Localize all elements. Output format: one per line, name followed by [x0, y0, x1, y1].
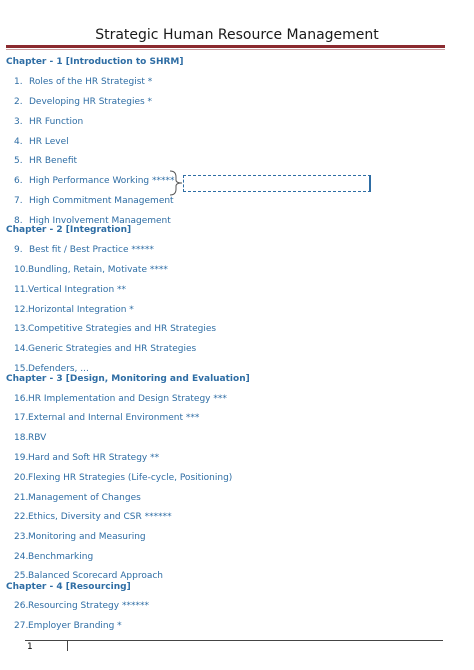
toc-item-label[interactable]: Benchmarking	[28, 552, 94, 562]
toc-item-label[interactable]: Defenders, ...	[28, 364, 89, 374]
chapter-4-heading[interactable]: Chapter - 4 [Resourcing]	[6, 582, 131, 592]
toc-item-label[interactable]: Roles of the HR Strategist *	[29, 77, 153, 87]
chapter-2-heading[interactable]: Chapter - 2 [Integration]	[6, 225, 132, 235]
toc-item-number: 12.	[14, 305, 29, 315]
toc-item-23[interactable]	[0, 532, 460, 544]
toc-item-13[interactable]	[0, 324, 460, 336]
toc-item-label[interactable]: Generic Strategies and HR Strategies	[28, 344, 197, 354]
toc-item-number: 8.	[14, 216, 23, 226]
toc-item-label[interactable]: Developing HR Strategies *	[29, 97, 153, 107]
toc-item-label[interactable]: Competitive Strategies and HR Strategies	[28, 324, 217, 334]
toc-item-label[interactable]: Vertical Integration **	[28, 285, 127, 295]
toc-item-label[interactable]: HR Implementation and Design Strategy ***	[28, 394, 227, 404]
toc-item-number: 18.	[14, 433, 29, 443]
toc-item-number: 2.	[14, 97, 23, 107]
toc-item-number: 9.	[14, 245, 23, 255]
toc-item-label[interactable]: Management of Changes	[28, 493, 141, 503]
toc-item-label[interactable]: High Involvement Management	[29, 216, 171, 226]
toc-item-number: 6.	[14, 176, 23, 186]
toc-item-label[interactable]: HR Level	[29, 137, 69, 147]
toc-item-number: 16.	[14, 394, 29, 404]
comment-bracket-icon	[170, 170, 184, 196]
toc-item-5[interactable]	[0, 156, 460, 168]
toc-item-number: 23.	[14, 532, 29, 542]
toc-item-label[interactable]: HR Function	[29, 117, 84, 127]
toc-item-number: 1.	[14, 77, 23, 87]
toc-item-label[interactable]: Bundling, Retain, Motivate ****	[28, 265, 168, 275]
toc-item-number: 27.	[14, 621, 29, 631]
toc-item-14[interactable]	[0, 344, 460, 356]
toc-item-19[interactable]	[0, 453, 460, 465]
toc-item-label[interactable]: Ethics, Diversity and CSR ******	[28, 512, 172, 522]
toc-item-number: 17.	[14, 413, 29, 423]
toc-item-number: 20.	[14, 473, 29, 483]
toc-item-number: 19.	[14, 453, 29, 463]
toc-item-label[interactable]: Flexing HR Strategies (Life-cycle, Positioning)	[28, 473, 233, 483]
toc-item-20[interactable]	[0, 473, 460, 485]
toc-item-12[interactable]	[0, 305, 460, 317]
toc-item-label[interactable]: HR Benefit	[29, 156, 78, 166]
toc-item-label[interactable]: Resourcing Strategy ******	[28, 601, 149, 611]
chapter-1-heading[interactable]: Chapter - 1 [Introduction to SHRM]	[6, 57, 184, 67]
toc-item-number: 13.	[14, 324, 29, 334]
document-title: Strategic Human Resource Management	[95, 27, 379, 43]
toc-item-2[interactable]	[0, 97, 460, 109]
toc-item-11[interactable]	[0, 285, 460, 297]
comment-box[interactable]	[183, 175, 371, 192]
toc-item-1[interactable]	[0, 77, 460, 89]
toc-item-label[interactable]: Hard and Soft HR Strategy **	[28, 453, 160, 463]
toc-item-number: 26.	[14, 601, 29, 611]
toc-item-label[interactable]: Best fit / Best Practice *****	[29, 245, 154, 255]
footer-rule	[25, 640, 443, 641]
toc-item-21[interactable]	[0, 493, 460, 505]
toc-item-label[interactable]: High Performance Working *****	[29, 176, 175, 186]
chapter-3-heading[interactable]: Chapter - 3 [Design, Monitoring and Evaluation]	[6, 374, 250, 384]
toc-item-number: 15.	[14, 364, 29, 374]
toc-item-label[interactable]: Monitoring and Measuring	[28, 532, 146, 542]
toc-item-number: 22.	[14, 512, 29, 522]
toc-item-26[interactable]	[0, 601, 460, 613]
toc-item-label[interactable]: RBV	[28, 433, 47, 443]
toc-item-number: 24.	[14, 552, 29, 562]
toc-item-number: 11.	[14, 285, 29, 295]
title-rule	[6, 45, 445, 48]
toc-item-4[interactable]	[0, 137, 460, 149]
toc-item-17[interactable]	[0, 413, 460, 425]
toc-item-22[interactable]	[0, 512, 460, 524]
toc-item-number: 14.	[14, 344, 29, 354]
toc-item-7[interactable]	[0, 196, 460, 208]
title-rule-thin	[6, 49, 445, 50]
toc-item-label[interactable]: High Commitment Management	[29, 196, 174, 206]
toc-item-27[interactable]	[0, 621, 460, 633]
toc-item-number: 21.	[14, 493, 29, 503]
toc-item-number: 25.	[14, 571, 29, 581]
toc-item-18[interactable]	[0, 433, 460, 445]
toc-item-3[interactable]	[0, 117, 460, 129]
toc-item-number: 5.	[14, 156, 23, 166]
toc-item-number: 10.	[14, 265, 29, 275]
toc-item-24[interactable]	[0, 552, 460, 564]
page-number: 1	[27, 642, 33, 652]
toc-item-10[interactable]	[0, 265, 460, 277]
toc-item-label[interactable]: Horizontal Integration *	[28, 305, 134, 315]
toc-item-9[interactable]	[0, 245, 460, 257]
footer-divider	[67, 640, 68, 651]
toc-item-label[interactable]: Employer Branding *	[28, 621, 122, 631]
toc-item-number: 3.	[14, 117, 23, 127]
toc-item-16[interactable]	[0, 394, 460, 406]
toc-item-number: 4.	[14, 137, 23, 147]
toc-item-label[interactable]: External and Internal Environment ***	[28, 413, 200, 423]
toc-item-label[interactable]: Balanced Scorecard Approach	[28, 571, 164, 581]
toc-item-number: 7.	[14, 196, 23, 206]
